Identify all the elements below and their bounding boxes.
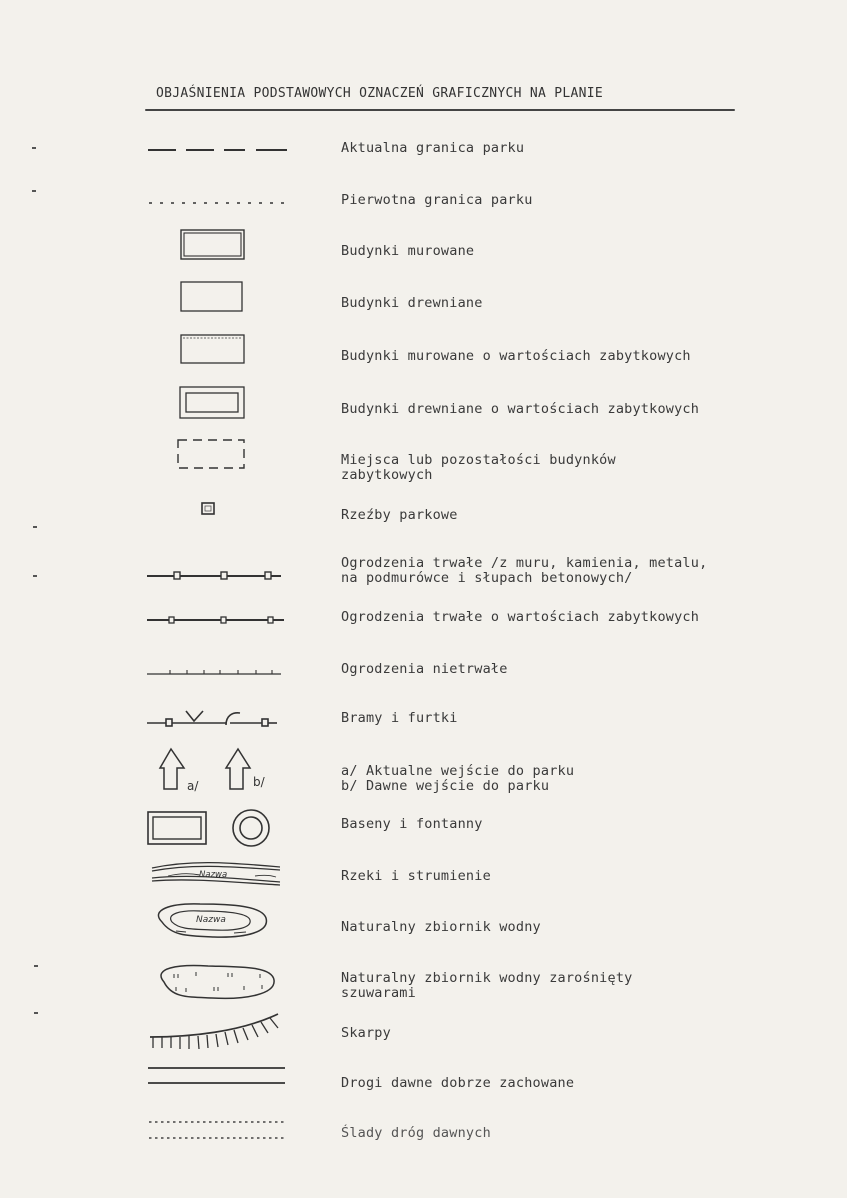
legend-label: Aktualna granica parku xyxy=(341,140,525,156)
double-line-icon xyxy=(0,1062,300,1098)
legend-row-reed-water-body xyxy=(0,960,847,1008)
pond-name-text: Nazwa xyxy=(196,915,226,925)
legend-label: Ogrodzenia nietrwałe xyxy=(341,661,508,677)
legend-row-natural-water-body xyxy=(0,900,847,946)
double-dotted-line-icon xyxy=(0,1112,300,1148)
tick-line-icon xyxy=(0,660,300,682)
nested-rectangle-icon xyxy=(0,385,300,421)
legend-label: Bramy i furtki xyxy=(341,710,458,726)
historic-fence-icon xyxy=(0,608,300,630)
legend-label: Budynki drewniane xyxy=(341,295,483,311)
fence-with-posts-icon xyxy=(0,555,300,595)
river-name-text: Nazwa xyxy=(199,870,228,880)
legend-label: Ślady dróg dawnych xyxy=(341,1125,491,1141)
legend-row-permanent-fences xyxy=(0,555,847,595)
legend-row-historic-masonry-buildings xyxy=(0,333,847,367)
gate-icon xyxy=(0,704,300,734)
legend-row-temporary-fences xyxy=(0,660,847,682)
slope-hatching-icon xyxy=(0,1008,300,1056)
legend-row-pools-fountains xyxy=(0,808,847,848)
legend-label: Budynki drewniane o wartościach zabytkowych xyxy=(341,401,700,417)
legend-row-park-sculptures xyxy=(0,500,847,530)
legend-label: Naturalny zbiornik wodny zarośnięty szuwarami xyxy=(341,970,633,1001)
legend-row-slopes xyxy=(0,1008,847,1056)
title-underline xyxy=(145,109,735,111)
legend-label: Ogrodzenia trwałe /z muru, kamienia, metalu, na podmurówce i słupach betonowych/ xyxy=(341,555,708,586)
legend-label: Rzeki i strumienie xyxy=(341,868,491,884)
legend-label: Baseny i fontanny xyxy=(341,816,483,832)
legend-row-building-remains xyxy=(0,437,847,487)
legend-label: Drogi dawne dobrze zachowane xyxy=(341,1075,575,1091)
legend-row-historic-permanent-fences xyxy=(0,608,847,630)
legend-label: Skarpy xyxy=(341,1025,391,1041)
entrance-arrows-icon xyxy=(0,746,300,802)
page-title: OBJAŚNIENIA PODSTAWOWYCH OZNACZEŃ GRAFICZNYCH NA PLANIE xyxy=(156,86,603,101)
legend-label: Pierwotna granica parku xyxy=(341,192,533,208)
dashed-rectangle-icon xyxy=(0,437,300,487)
legend-label: Budynki murowane xyxy=(341,243,475,259)
dashed-line-icon xyxy=(0,140,300,160)
pond-icon xyxy=(0,900,300,946)
legend-row-gates xyxy=(0,704,847,734)
legend-label: a/ Aktualne wejście do parku b/ Dawne wejście do parku xyxy=(341,763,575,794)
rectangle-icon xyxy=(0,280,300,314)
hatched-rectangle-icon xyxy=(0,333,300,367)
double-rectangle-icon xyxy=(0,228,300,262)
river-icon xyxy=(0,858,300,894)
legend-row-wooden-buildings xyxy=(0,280,847,314)
legend-row-current-park-boundary xyxy=(0,140,847,160)
dotted-line-icon xyxy=(0,192,300,212)
legend-row-old-road-traces xyxy=(0,1112,847,1148)
pool-fountain-icon xyxy=(0,808,300,848)
legend-label: Rzeźby parkowe xyxy=(341,507,458,523)
entrance-b-label: b/ xyxy=(253,775,265,789)
legend-label: Budynki murowane o wartościach zabytkowych xyxy=(341,348,691,364)
entrance-a-label: a/ xyxy=(187,779,199,793)
legend-row-original-park-boundary xyxy=(0,192,847,212)
legend-row-old-roads-preserved xyxy=(0,1062,847,1098)
legend-label: Naturalny zbiornik wodny xyxy=(341,919,541,935)
legend-row-park-entrances xyxy=(0,746,847,802)
small-square-icon xyxy=(0,500,300,530)
legend-label: Miejsca lub pozostałości budynków zabytkowych xyxy=(341,452,616,483)
legend-row-rivers-streams xyxy=(0,858,847,894)
reed-pond-icon xyxy=(0,960,300,1008)
legend-row-masonry-buildings xyxy=(0,228,847,262)
legend-row-historic-wooden-buildings xyxy=(0,385,847,421)
legend-label: Ogrodzenia trwałe o wartościach zabytkowych xyxy=(341,609,700,625)
